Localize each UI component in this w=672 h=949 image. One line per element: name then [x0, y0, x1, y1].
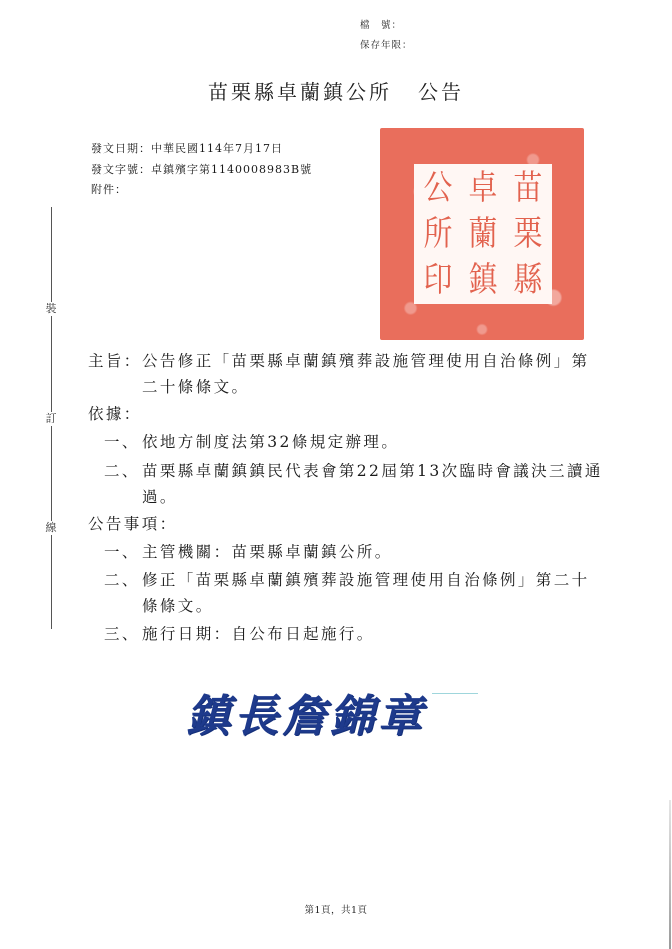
file-number-label: 檔 號： [360, 20, 403, 31]
org-name: 苗栗縣卓蘭鎮公所 [208, 80, 392, 104]
official-seal [380, 128, 584, 340]
seal-char: 栗 [513, 214, 543, 254]
doc-type: 公告 [418, 80, 464, 104]
reference-value: 卓鎮殯字第1140008983B號 [151, 163, 313, 176]
binding-char-zhuang: 裝 [45, 302, 57, 315]
seal-column-left [420, 168, 456, 300]
seal-char: 印 [423, 260, 453, 300]
seal-char: 苗 [513, 168, 543, 208]
notice-item-2-text-2: 條條文。 [142, 597, 214, 615]
binding-char-xian: 線 [45, 521, 57, 534]
seal-char: 所 [423, 214, 453, 254]
basis-item-1-num: 一、 [104, 433, 140, 451]
notice-label: 公告事項： [88, 515, 178, 533]
page-number: 第1頁，共1頁 [304, 905, 368, 916]
document-title [0, 76, 672, 105]
seal-column-middle [465, 168, 501, 300]
notice-item-1-text: 主管機關：苗栗縣卓蘭鎮公所。 [142, 543, 393, 561]
seal-char: 縣 [513, 260, 543, 300]
subject-line-1: 公告修正「苗栗縣卓蘭鎮殯葬設施管理使用自治條例」第 [142, 352, 590, 370]
basis-item-2-text-2: 過。 [142, 488, 178, 506]
issue-date-row [91, 140, 283, 156]
notice-item-3-num: 三、 [104, 625, 140, 643]
signature-underline [432, 693, 478, 694]
seal-char: 鎮 [468, 260, 498, 300]
reference-label: 發文字號： [91, 163, 151, 176]
basis-item-1-text: 依地方制度法第32條規定辦理。 [142, 433, 400, 451]
seal-char: 蘭 [468, 214, 498, 254]
seal-column-right [510, 168, 546, 300]
notice-item-2-text-1: 修正「苗栗縣卓蘭鎮殯葬設施管理使用自治條例」第二十 [142, 571, 590, 589]
attachment-row [91, 181, 127, 197]
seal-char: 公 [423, 168, 453, 208]
binding-char-ding: 訂 [45, 412, 57, 425]
seal-char: 卓 [468, 168, 498, 208]
mayor-signature: 鎮長詹錦章 [186, 691, 426, 742]
notice-item-1-num: 一、 [104, 543, 140, 561]
basis-label: 依據： [88, 405, 142, 423]
basis-item-2-num: 二、 [104, 462, 140, 480]
notice-item-3-text: 施行日期：自公布日起施行。 [142, 625, 375, 643]
basis-item-2-text-1: 苗栗縣卓蘭鎮鎮民代表會第22屆第13次臨時會議決三讀通 [142, 462, 603, 480]
retention-label: 保存年限： [360, 40, 413, 51]
reference-number-row [91, 161, 312, 177]
issue-date-label: 發文日期： [91, 142, 151, 155]
issue-date-value: 中華民國114年7月17日 [151, 142, 283, 155]
scan-edge [669, 800, 671, 949]
seal-face [414, 164, 552, 304]
attachment-label: 附件： [91, 183, 127, 196]
subject-label: 主旨： [88, 352, 142, 370]
notice-item-2-num: 二、 [104, 571, 140, 589]
subject-line-2: 二十條條文。 [142, 378, 250, 396]
